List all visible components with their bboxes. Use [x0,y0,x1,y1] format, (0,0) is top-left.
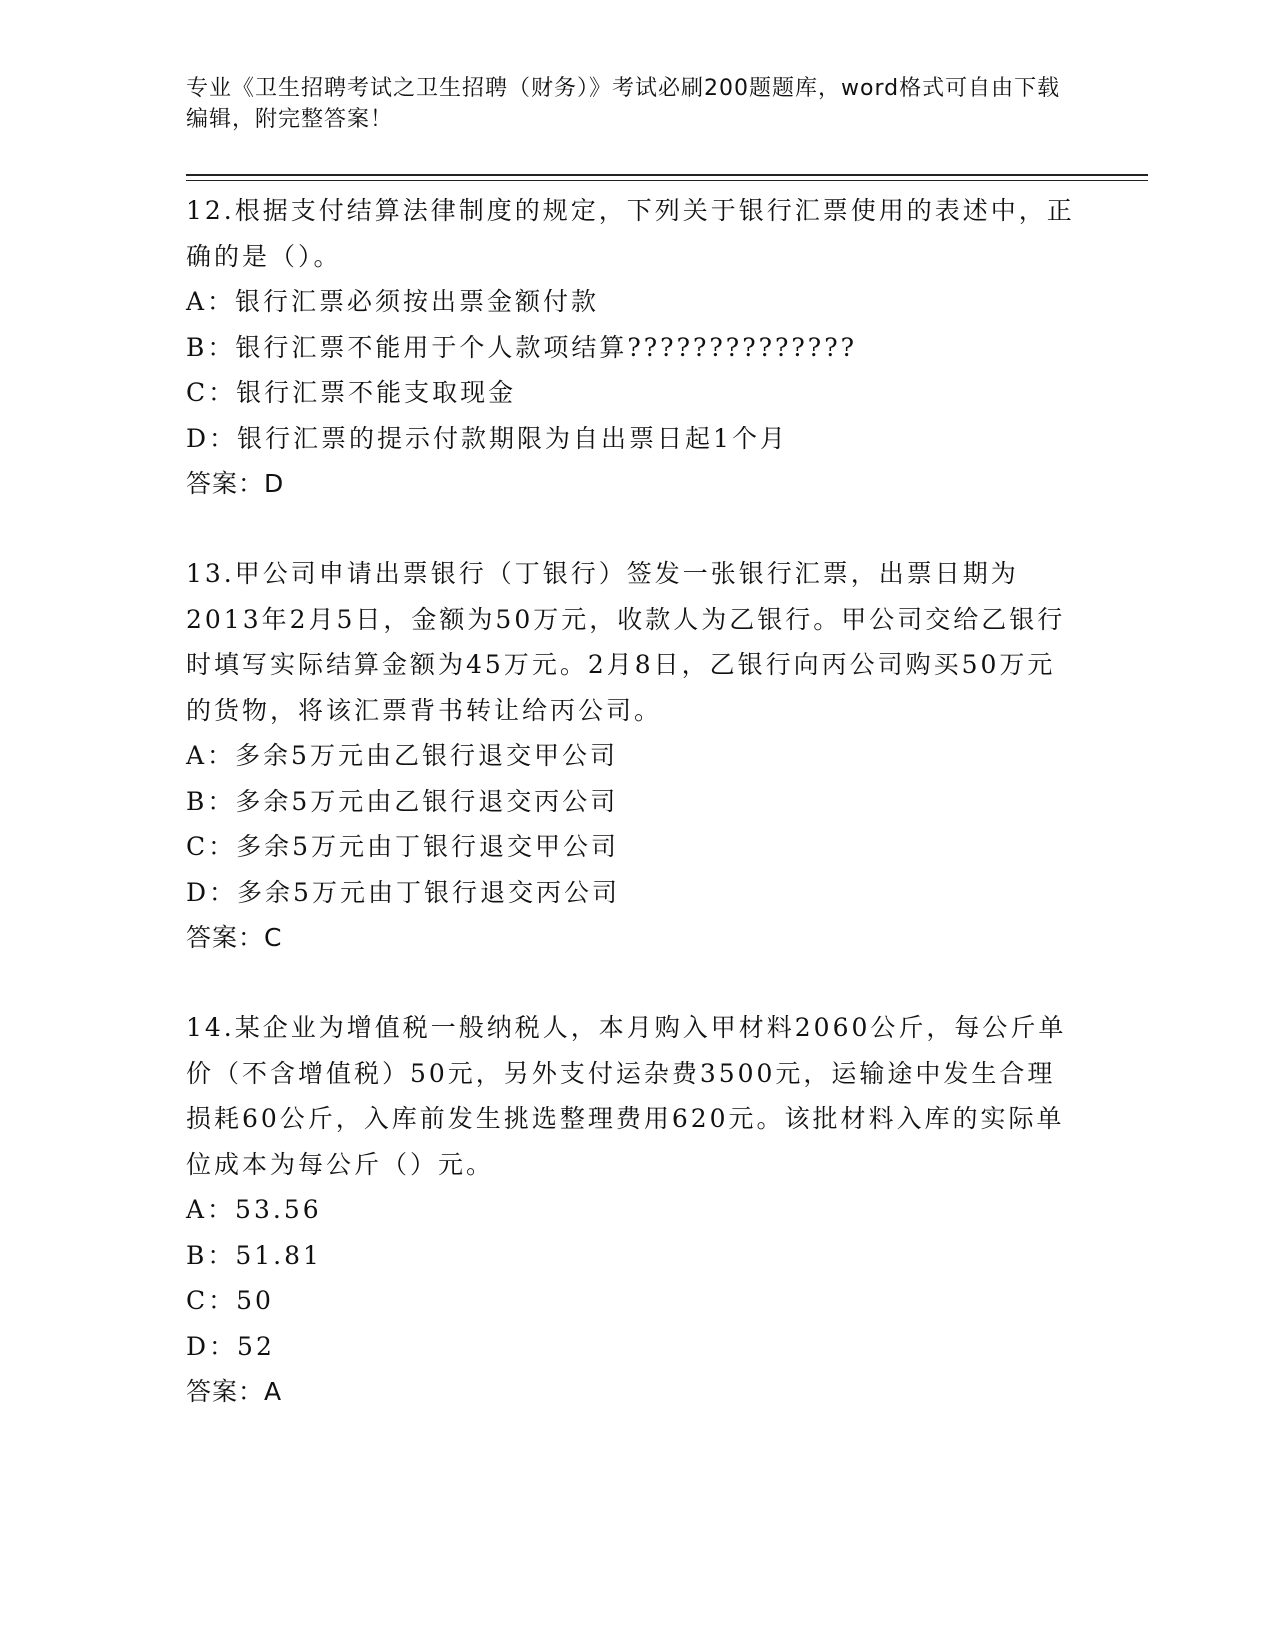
answer-line: 答案：A [186,1377,283,1406]
option-b: B：银行汇票不能用于个人款项结算?????????????? [186,332,858,362]
option-c: C：50 [186,1286,274,1315]
question-stem: 14.某企业为增值税一般纳税人，本月购入甲材料2060公斤，每公斤单价（不含增值税）50元，另外支付运杂费3500元，运输途中发生合理损耗60公斤，入库前发生挑选整理费用620元。该批材料入库的实际单位成本为每公斤（）元。 [186,1013,1067,1179]
question-stem: 12.根据支付结算法律制度的规定，下列关于银行汇票使用的表述中，正确的是（）。 [186,196,1075,271]
option-a: A：多余5万元由乙银行退交甲公司 [186,741,618,770]
option-b: B：多余5万元由乙银行退交丙公司 [186,786,619,816]
header-divider-thick [186,174,1148,176]
option-a: A：53.56 [186,1195,322,1224]
question-13 [186,551,1076,961]
option-d: D：52 [186,1331,275,1361]
option-d: D：银行汇票的提示付款期限为自出票日起1个月 [186,423,788,453]
option-c: C：多余5万元由丁银行退交甲公司 [186,832,620,861]
question-stem: 13.甲公司申请出票银行（丁银行）签发一张银行汇票，出票日期为2013年2月5日，金额为50万元，收款人为乙银行。甲公司交给乙银行时填写实际结算金额为45万元。2月8日，乙银行向丙公司购买50万元的货物，将该汇票背书转让给丙公司。 [186,559,1066,725]
option-d: D：多余5万元由丁银行退交丙公司 [186,877,620,907]
option-b: B：51.81 [186,1240,322,1270]
header-divider-thin [186,180,1148,181]
question-14 [186,1005,1076,1415]
answer-line: 答案：C [186,923,283,952]
question-12 [186,188,1076,507]
answer-line: 答案：D [186,469,285,498]
option-c: C：银行汇票不能支取现金 [186,378,517,407]
option-a: A：银行汇票必须按出票金额付款 [186,287,600,316]
document-header: 专业《卫生招聘考试之卫生招聘（财务）》考试必刷200题题库，word格式可自由下载编辑，附完整答案！ [186,76,1061,132]
